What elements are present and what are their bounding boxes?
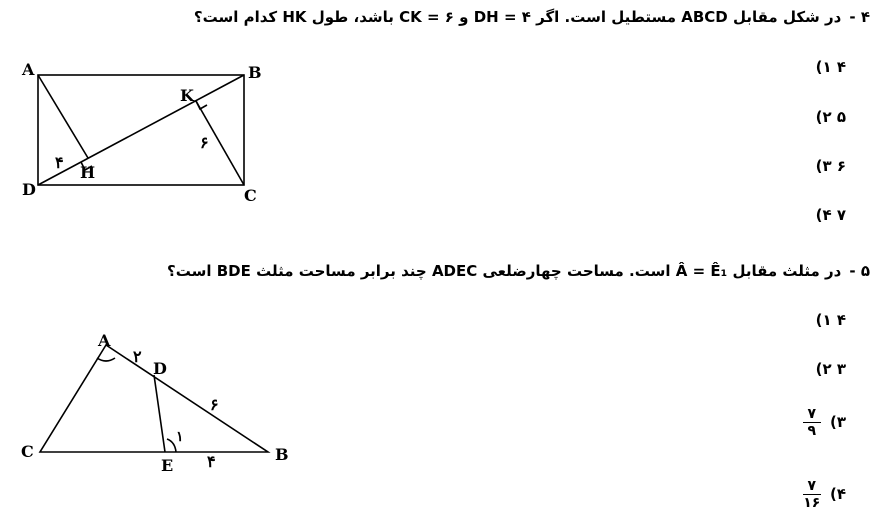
label-d: D bbox=[22, 180, 36, 199]
right-angle-k bbox=[196, 101, 207, 109]
q4-option-3: ۶ ۳) bbox=[815, 157, 846, 175]
fraction-7-16: $\frac{۷}{۱۶}$ bbox=[803, 478, 821, 511]
angle-mark-e1 bbox=[167, 439, 176, 452]
triangle-abc bbox=[40, 345, 268, 452]
label-ck-length: ۶ bbox=[200, 133, 209, 152]
q5-option-1: ۴ ۱) bbox=[815, 311, 846, 329]
right-angle-h bbox=[81, 162, 92, 170]
label-b: B bbox=[275, 445, 289, 464]
label-dh-length: ۴ bbox=[55, 153, 64, 172]
diagonal-db bbox=[38, 75, 244, 185]
question-5-number: ۵ - bbox=[849, 262, 870, 280]
label-db-length: ۶ bbox=[210, 395, 219, 414]
label-h: H bbox=[80, 163, 96, 182]
segment-de bbox=[154, 375, 165, 452]
angle-equality: Â = Ê₁ bbox=[675, 262, 728, 280]
label-eb-length: ۴ bbox=[207, 452, 216, 471]
segment-ah bbox=[38, 75, 88, 158]
label-ad-length: ۲ bbox=[133, 347, 142, 366]
q5-option-4: ۴) $\frac{۷}{۱۶}$ bbox=[803, 478, 846, 511]
segment-ck bbox=[196, 101, 244, 185]
label-c: C bbox=[21, 442, 34, 461]
label-b: B bbox=[248, 63, 262, 82]
q4-option-1: ۴ ۱) bbox=[815, 58, 846, 76]
label-c: C bbox=[244, 186, 257, 205]
label-a: A bbox=[98, 331, 111, 350]
rectangle-abcd bbox=[38, 75, 244, 185]
question-5-text: ۵ -در مثلث مقابل Â = Ê₁ است. مساحت چهارضلعی ADEC چند برابر مساحت مثلث BDE است؟ bbox=[167, 262, 870, 280]
label-d: D bbox=[153, 359, 167, 378]
question-4-number: ۴ - bbox=[849, 8, 870, 26]
q5-option-3: ۳) $\frac{۷}{۹}$ bbox=[803, 406, 846, 439]
label-angle-1: ۱ bbox=[176, 429, 184, 445]
angle-mark-a bbox=[97, 358, 115, 361]
q5-option-2: ۳ ۲) bbox=[815, 360, 846, 378]
q4-option-4: ۷ ۴) bbox=[815, 206, 846, 224]
label-k: K bbox=[180, 86, 194, 105]
label-e: E bbox=[161, 456, 174, 475]
label-a: A bbox=[22, 60, 35, 79]
fraction-7-9: $\frac{۷}{۹}$ bbox=[803, 406, 821, 439]
question-4-text: ۴ -در شکل مقابل ABCD مستطیل است. اگر ۴ = DH و ۶ = CK باشد، طول HK کدام است؟ bbox=[193, 8, 870, 26]
q4-option-2: ۵ ۲) bbox=[815, 108, 846, 126]
